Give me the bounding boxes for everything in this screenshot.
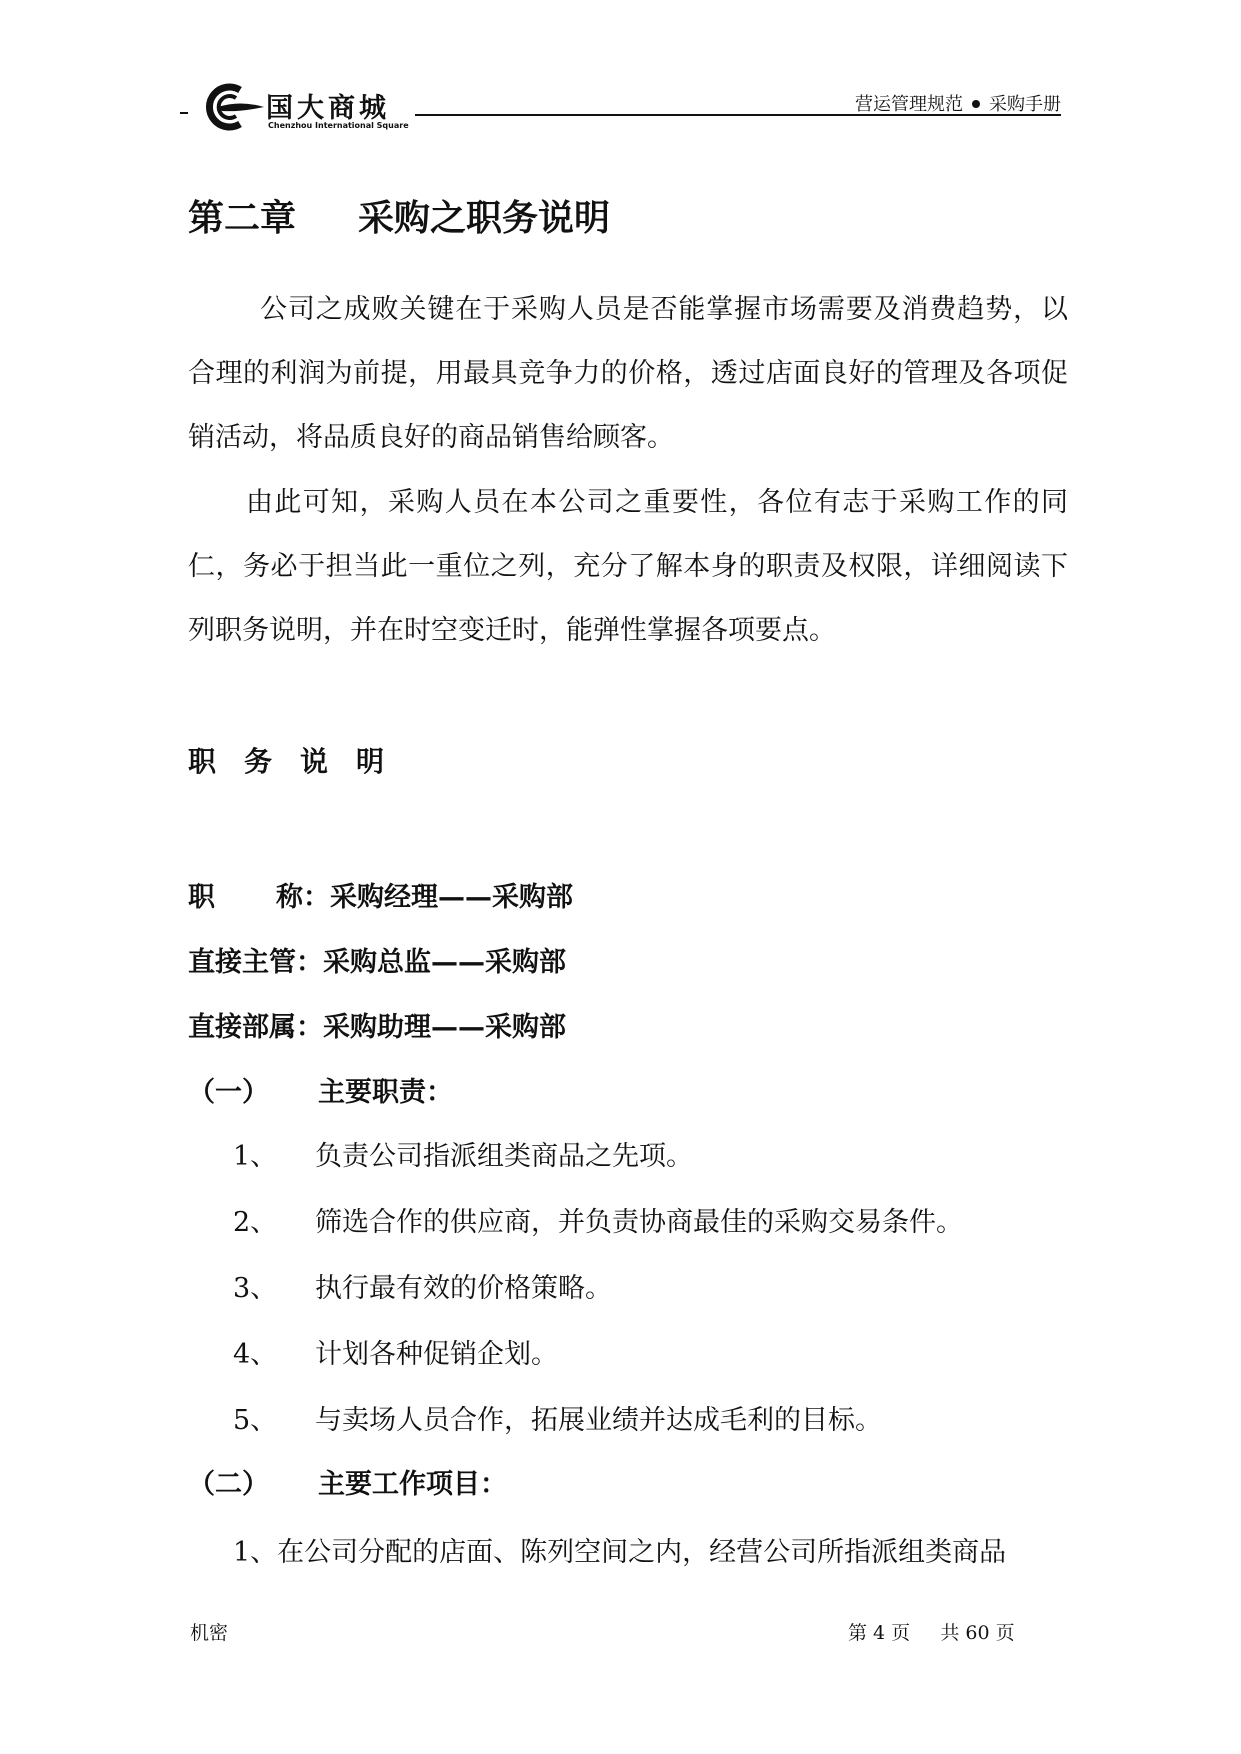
main-duties-title: 主要职责：: [318, 1077, 453, 1108]
main-duties-marker: （一）: [188, 1077, 269, 1108]
header-dash: [180, 112, 188, 114]
duty-number: 4、: [233, 1339, 278, 1370]
chapter-heading: [188, 190, 610, 241]
duty-item: [233, 1332, 558, 1371]
bullet-icon: [972, 100, 980, 108]
job-title-field: [188, 875, 573, 914]
duty-text: 计划各种促销企划。: [315, 1339, 558, 1370]
subordinate-label: 直接部属：: [188, 1012, 323, 1043]
company-logo: [200, 80, 410, 134]
subordinate-field: [188, 1005, 566, 1044]
work-item: 1、在公司分配的店面、陈列空间之内，经营公司所指派组类商品: [233, 1537, 1007, 1568]
header-manual-name: 采购手册: [989, 94, 1061, 115]
job-title-label-second: 称：: [276, 882, 330, 913]
chapter-number: 第二章: [188, 197, 297, 239]
header-document-title: [855, 90, 1061, 116]
subordinate-value: 采购助理——采购部: [323, 1012, 566, 1043]
duty-item: [233, 1200, 963, 1239]
duty-text: 执行最有效的价格策略。: [315, 1273, 612, 1304]
duty-text: 与卖场人员合作，拓展业绩并达成毛利的目标。: [315, 1405, 882, 1436]
duty-number: 2、: [233, 1207, 278, 1238]
importance-paragraph: 由此可知，采购人员在本公司之重要性，各位有志于采购工作的同仁，务必于担当此一重位之列，充分了解本身的职责及权限，详细阅读下列职务说明，并在时空变迁时，能弹性掌握各项要点。: [188, 487, 1068, 646]
main-work-title: 主要工作项目：: [318, 1469, 507, 1500]
job-title-label-first: 职: [188, 882, 215, 913]
main-work-marker: （二）: [188, 1469, 269, 1500]
duty-number: 1、: [233, 1141, 278, 1172]
logo-english-name: Chenzhou International Square: [268, 121, 409, 130]
duty-item: [233, 1266, 612, 1305]
job-title-value: 采购经理——采购部: [330, 882, 573, 913]
page-header: [0, 0, 1241, 130]
main-work-heading: [188, 1462, 507, 1501]
confidential-label: 机密: [190, 1622, 229, 1644]
duty-item: [233, 1398, 882, 1437]
main-duties-heading: [188, 1070, 453, 1109]
intro-paragraph: 公司之成败关键在于采购人员是否能掌握市场需要及消费趋势，以合理的利润为前提，用最具竞争力的价格，透过店面良好的管理及各项促销活动，将品质良好的商品销售给顾客。: [188, 294, 1068, 453]
duty-item: [233, 1134, 693, 1173]
chapter-title: 采购之职务说明: [358, 197, 611, 239]
duty-text: 筛选合作的供应商，并负责协商最佳的采购交易条件。: [315, 1207, 963, 1238]
supervisor-label: 直接主管：: [188, 947, 323, 978]
supervisor-value: 采购总监——采购部: [323, 947, 566, 978]
logo-chinese-name: 国大商城: [266, 93, 390, 124]
current-page: 第 4 页: [848, 1622, 911, 1644]
duty-number: 5、: [233, 1405, 278, 1436]
logo-mark-icon: [200, 80, 266, 134]
header-manual-section: 营运管理规范: [855, 94, 963, 115]
total-pages: 共 60 页: [940, 1622, 1015, 1644]
duty-text: 负责公司指派组类商品之先项。: [315, 1141, 693, 1172]
section-title: 职务说明: [188, 745, 413, 778]
duty-number: 3、: [233, 1273, 278, 1304]
page-number: [848, 1618, 1015, 1645]
supervisor-field: [188, 940, 566, 979]
